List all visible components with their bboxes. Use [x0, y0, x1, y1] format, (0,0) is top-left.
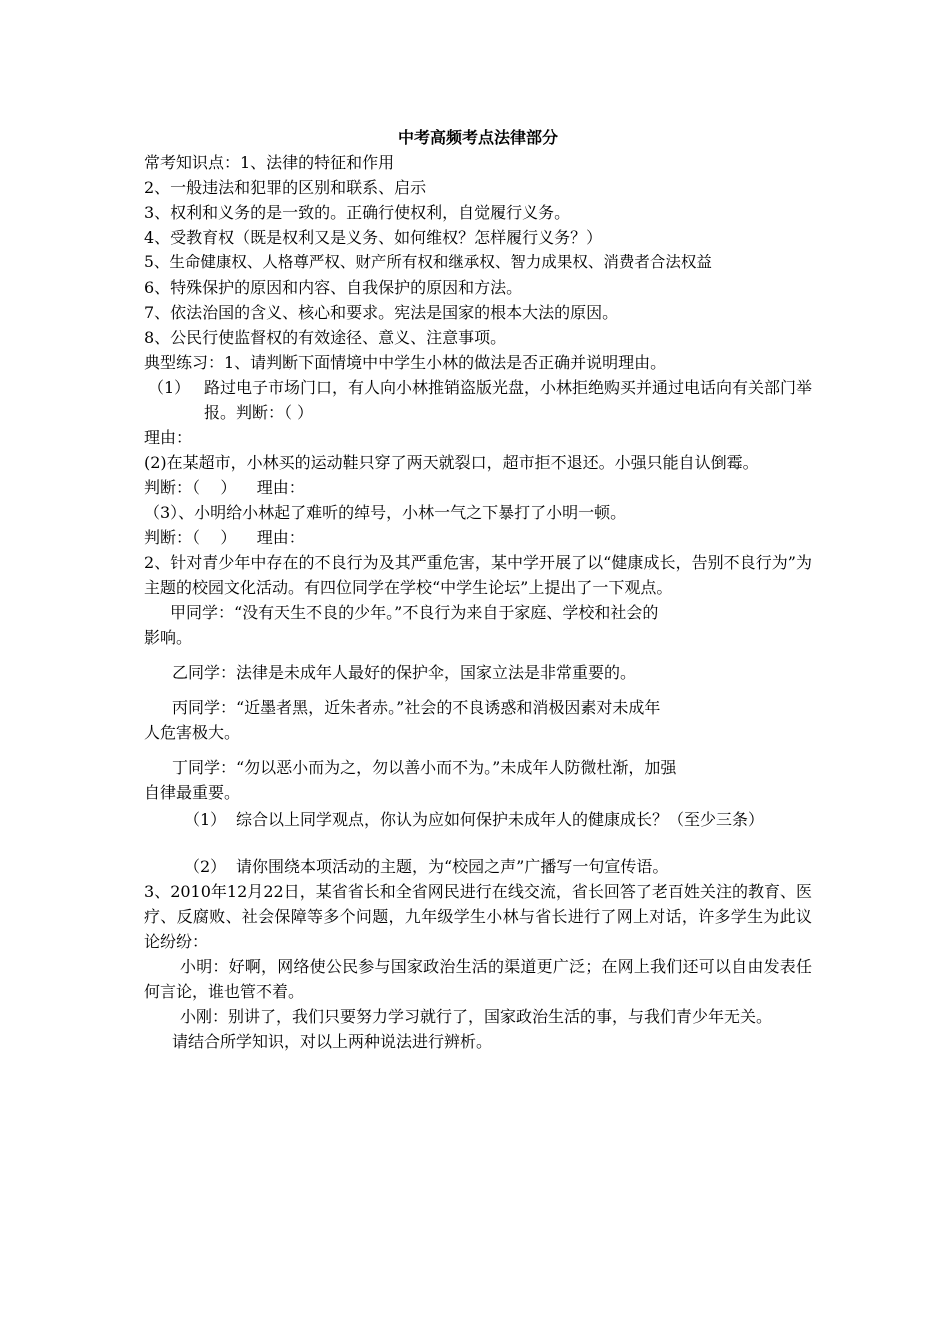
item-number: （1）	[184, 810, 227, 829]
spacer	[144, 650, 812, 660]
knowledge-line-8: 8、公民行使监督权的有效途径、意义、注意事项。	[144, 328, 507, 347]
exercise-3-task: 请结合所学知识，对以上两种说法进行辨析。	[172, 1032, 493, 1051]
exercise-1-item-3: （3）、小明给小林起了难听的绰号，小林一气之下暴打了小明一顿。	[144, 503, 627, 522]
student-ding-line-1: 丁同学：“勿以恶小而为之，勿以善小而不为。”未成年人防微杜渐，加强	[172, 758, 677, 777]
exercise-1-item-2: (2)在某超市，小林买的运动鞋只穿了两天就裂口，超市拒不退还。小强只能自认倒霉。	[144, 453, 759, 472]
knowledge-line-7: 7、依法治国的含义、核心和要求。宪法是国家的根本大法的原因。	[144, 303, 619, 322]
spacer	[144, 685, 812, 695]
student-xiaoming: 小明：好啊，网络使公民参与国家政治生活的渠道更广泛；在网上我们还可以自由发表任何言论，谁也管不着。	[144, 957, 812, 1001]
item-text: 请你围绕本项活动的主题，为“校园之声”广播写一句宣传语。	[236, 857, 669, 876]
exercise-2-intro: 2、针对青少年中存在的不良行为及其严重危害，某中学开展了以“健康成长，告别不良行为”为主题的校园文化活动。有四位同学在学校“中学生论坛”上提出了一下观点。	[144, 553, 812, 597]
exercise-2-item-1	[144, 807, 812, 832]
item-text: 路过电子市场门口，有人向小林推销盗版光盘，小林拒绝购买并通过电话向有关部门举报。判断：（ ）	[204, 378, 813, 422]
page-title: 中考高频考点法律部分	[397, 128, 558, 147]
exercise-3-intro: 3、2010年12月22日，某省省长和全省网民进行在线交流，省长回答了老百姓关注的教育、医疗、反腐败、社会保障等多个问题，九年级学生小林与省长进行了网上对话，许多学生为此议论纷纷：	[144, 882, 812, 951]
knowledge-line-3: 3、权利和义务的是一致的。正确行使权利，自觉履行义务。	[144, 203, 571, 222]
student-jia-line-2: 影响。	[144, 628, 193, 647]
student-bing-line-2: 人危害极大。	[144, 723, 241, 742]
exercise-1-item-3-judge: 判断：（ ） 理由：	[144, 528, 305, 547]
document-body	[144, 126, 812, 1054]
exercise-2-item-2	[144, 854, 812, 879]
spacer	[144, 832, 812, 854]
spacer	[144, 745, 812, 755]
exercise-1-item-2-judge: 判断：（ ） 理由：	[144, 478, 305, 497]
knowledge-line-1: 常考知识点：1、法律的特征和作用	[144, 153, 395, 172]
student-xiaogang: 小刚：别讲了，我们只要努力学习就行了，国家政治生活的事，与我们青少年无关。	[180, 1007, 773, 1026]
student-ding-line-2: 自律最重要。	[144, 783, 241, 802]
exercise-1-intro: 典型练习：1、请判断下面情境中中学生小林的做法是否正确并说明理由。	[144, 353, 667, 372]
item-number: （2）	[184, 857, 227, 876]
exercise-1-item-1-reason: 理由：	[144, 428, 193, 447]
knowledge-line-6: 6、特殊保护的原因和内容、自我保护的原因和方法。	[144, 278, 523, 297]
student-bing-line-1: 丙同学：“近墨者黑，近朱者赤。”社会的不良诱惑和消极因素对未成年	[172, 698, 661, 717]
knowledge-line-4: 4、受教育权（既是权利又是义务、如何维权？怎样履行义务？）	[144, 228, 603, 247]
knowledge-line-5: 5、生命健康权、人格尊严权、财产所有权和继承权、智力成果权、消费者合法权益	[144, 253, 712, 271]
student-yi: 乙同学：法律是未成年人最好的保护伞，国家立法是非常重要的。	[172, 663, 637, 682]
item-text: 综合以上同学观点，你认为应如何保护未成年人的健康成长？（至少三条）	[236, 810, 765, 829]
item-number: （1）	[148, 378, 191, 397]
exercise-1-item-1	[144, 375, 812, 425]
student-jia-line-1: 甲同学：“没有天生不良的少年。”不良行为来自于家庭、学校和社会的	[170, 603, 659, 622]
knowledge-line-2: 2、一般违法和犯罪的区别和联系、启示	[144, 178, 427, 197]
